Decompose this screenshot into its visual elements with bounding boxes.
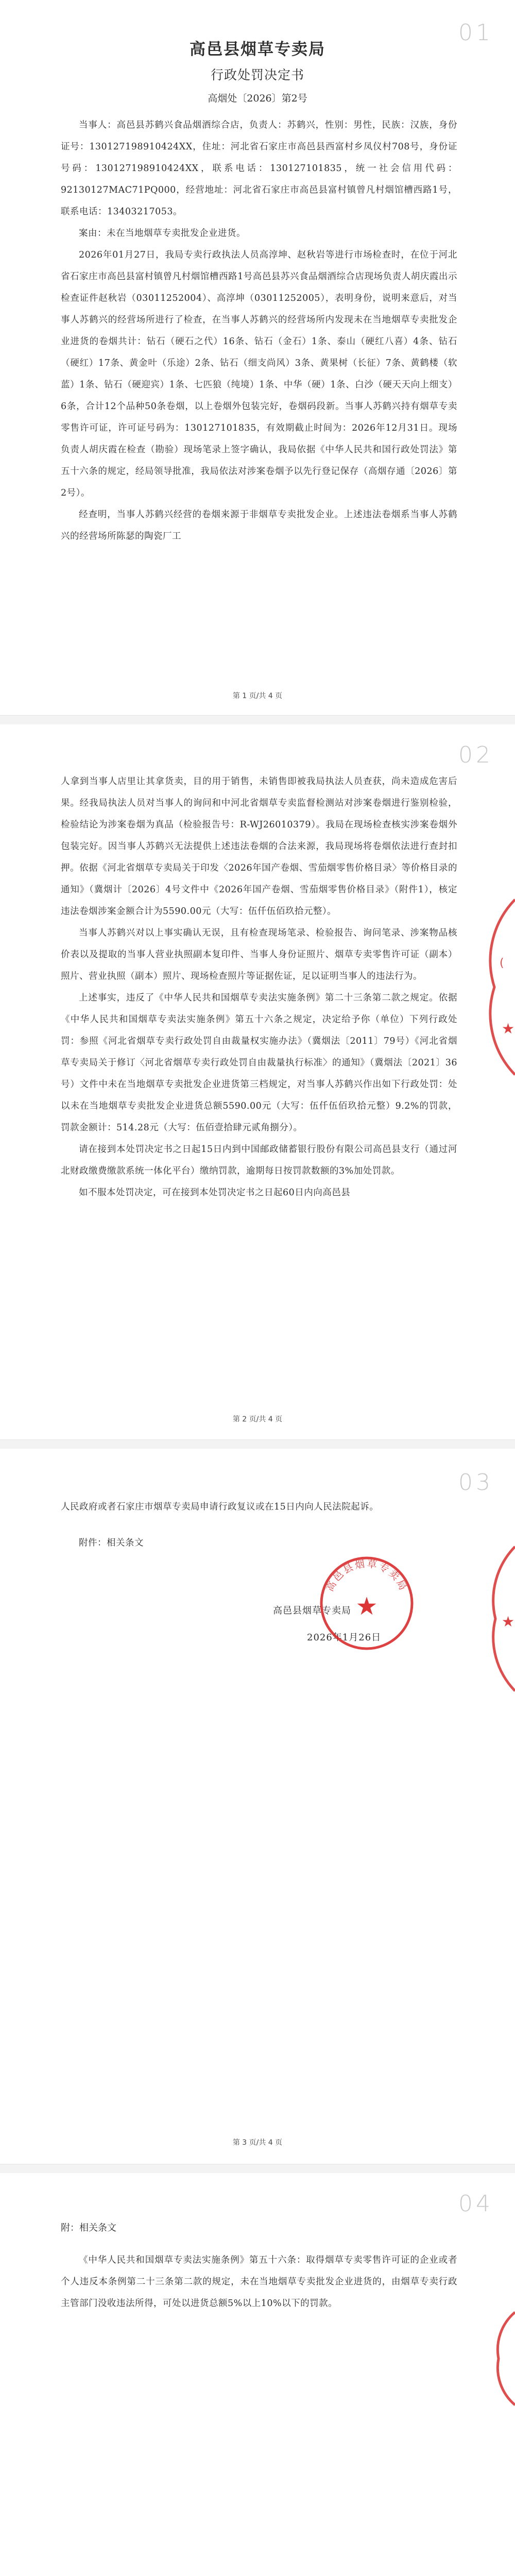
- page-footer: 第 1 页/共 4 页: [232, 692, 283, 700]
- official-seal-fragment: [484, 2307, 515, 2410]
- svg-text:高邑县烟草专卖局: [324, 1558, 409, 1593]
- attachment-heading: 附：相关条文: [61, 2223, 116, 2233]
- page-separator: [0, 715, 515, 725]
- continuation-paragraph: 人拿到当事人店里让其拿货卖，目的用于销售，未销售即被我局执法人员查获，尚未造成危害后果。经我局执法人员对当事人的询问和中河北省烟草专卖监督检测站对涉案卷烟进行鉴别检验，检验结论为涉案卷烟为真品（检验报告号：R-WJ26010379）。我局在现场检查核实涉案卷烟外包装完好。因当事人苏鹤兴无法提供上述违法卷烟的合法来源，我局现场将卷烟依法进行查封扣押。依据《河北省烟草专卖局关于印发〈2026年国产卷烟、雪茄烟零售价格目录〉等价格目录的通知》（冀烟计〔2026〕4号文件中《2026年国产卷烟、雪茄烟零售价格目录》（附件1），核定违法卷烟涉案金额合计为5590.00元（大写：伍仟伍佰玖拾元整）。: [61, 776, 457, 917]
- attachment-note: 附件：相关条文: [79, 1538, 144, 1548]
- page-footer: 第 2 页/共 4 页: [232, 1415, 283, 1423]
- svg-text:★: ★: [502, 1020, 515, 1037]
- facts-paragraph: 2026年01月27日，我局专卖行政执法人员高淳坤、赵秋岩等进行市场检查时，在位于河北省石家庄市高邑县富村镇曾凡村烟馆槽西路1号高邑县苏兴食品烟酒综合店现场负责人胡庆霞出示检查证件赵秋岩（03011252004）、高淳坤（03011252005），表明身份，说明来意后，对当事人苏鹤兴的经营场所进行了检查，在当事人苏鹤兴的经营场所内发现未在当地烟草专卖批发企业进货的卷烟共计：钻石（硬石之代）16条、钻石（金石）1条、泰山（硬红八喜）4条、钻石（硬红）17条、黄金叶（乐途）2条、钻石（细支尚风）3条、黄果树（长征）7条、黄鹤楼（软蓝）1条、钻石（硬迎宾）1条、七匹狼（纯境）1条、中华（硬）1条、白沙（硬天天向上细支）6条，合计12个品种50条卷烟，以上卷烟外包装完好，卷烟码段新。当事人苏鹤兴持有烟草专卖零售许可证，许可证号码为：130127101835，有效期截止时间为：2026年12月31日。现场负责人胡庆霞在检查（勘验）现场笔录上签字确认，我局依据《中华人民共和国行政处罚法》第五十六条的规定，经局领导批准，我局依法对涉案卷烟予以先行登记保存（高烟存通〔2026〕第2号）。: [61, 250, 457, 498]
- document-page-4: [0, 2173, 515, 2576]
- seal-text: 高邑县烟草专卖局: [324, 1558, 409, 1594]
- decision-body: [61, 771, 457, 1204]
- decision-body: [61, 114, 457, 547]
- page-corner-number: 04: [458, 2191, 493, 2217]
- party-info-paragraph: 当事人：高邑县苏鹤兴食品烟酒综合店，负责人：苏鹤兴，性别：男性，民族：汉族，身份证号：130127198910424XX，住址：河北省石家庄市高邑县西富村乡凤仪村708号，身份证号码：130127198910424XX，联系电话：130127101835，统一社会信用代码：92130127MAC71PQ000，经营地址：河北省石家庄市高邑县富村镇曾凡村烟馆槽西路1号，联系电话：13403217053。: [61, 120, 457, 217]
- page-corner-number: 03: [458, 1469, 493, 1496]
- issuing-org-signature: 高邑县烟草专卖局: [273, 1605, 351, 1616]
- page-corner-number: 01: [458, 20, 493, 46]
- findings-paragraph: 经查明，当事人苏鹤兴经营的卷烟来源于非烟草专卖批发企业。上述违法卷烟系当事人苏鹤兴的经营场所陈瑟的陶瓷厂工: [61, 510, 457, 541]
- document-page-1: [0, 0, 515, 715]
- official-seal-fragment: [484, 879, 515, 1095]
- statute-paragraph: 《中华人民共和国烟草专卖法实施条例》第五十六条：取得烟草专卖零售许可证的企业或者个人违反本条例第二十三条第二款的规定，未在当地烟草专卖批发企业进货的，由烟草专卖行政主管部门没收违法所得，可处以进货总额5%以上10%以下的罚款。: [61, 2255, 457, 2309]
- official-seal: [315, 1552, 418, 1655]
- evidence-paragraph: 当事人苏鹤兴对以上事实确认无误，且有检查现场笔录、检验报告、询问笔录、涉案物品核价表以及提取的当事人营业执照副本复印件、当事人身份证照片、烟草专卖零售许可证（副本）照片、营业执照（副本）照片、现场检查照片等证据佐证，足以证明当事人的违法行为。: [61, 928, 457, 981]
- svg-text:★: ★: [502, 1613, 515, 1630]
- decision-body: [61, 1496, 457, 1554]
- svg-text:★: ★: [355, 1592, 378, 1621]
- penalty-paragraph: 上述事实，违反了《中华人民共和国烟草专卖法实施条例》第二十三条第二款之规定。依据《中华人民共和国烟草专卖法实施条例》第五十六条之规定，决定给予你（单位）下列行政处罚：参照《河北省烟草专卖行政处罚自由裁量权实施办法》（冀烟法〔2011〕79号）《河北省烟草专卖局关于修订〈河北省烟草专卖行政处罚自由裁量执行标准〉的通知》（冀烟法〔2021〕36号）文件中未在当地烟草专卖批发企业进货第三档规定，对当事人苏鹤兴作出如下行政处罚：处以未在当地烟草专卖批发企业进货总额5590.00元（大写：伍仟伍佰玖拾元整）9.2%的罚款，罚款金额计：514.28元（大写：伍佰壹拾肆元贰角捌分）。: [61, 993, 457, 1133]
- document-number: 高烟处〔2026〕第2号: [208, 93, 307, 104]
- appeal-continuation: 人民政府或者石家庄市烟草专卖局申请行政复议或在15日内向人民法院起诉。: [61, 1502, 379, 1512]
- case-cause-paragraph: 案由：未在当地烟草专卖批发企业进货。: [79, 228, 246, 239]
- document-type-title: 行政处罚决定书: [210, 67, 304, 82]
- appeal-paragraph: 如不服本处罚决定，可在接到本处罚决定书之日起60日内向高邑县: [79, 1188, 351, 1198]
- issuing-authority-title: 高邑县烟草专卖局: [190, 40, 325, 59]
- document-page-3: [0, 1449, 515, 2164]
- svg-text:(: (: [500, 957, 504, 970]
- page-corner-number: 02: [458, 742, 493, 768]
- page-separator: [0, 1439, 515, 1450]
- page-separator: [0, 2164, 515, 2174]
- payment-paragraph: 请在接到本处罚决定书之日起15日内到中国邮政储蓄银行股份有限公司高邑县支行（通过河北财政缴费缴款系统一体化平台）缴纳罚款，逾期每日按罚款数额的3%加处罚款。: [61, 1144, 457, 1176]
- document-page-2: [0, 724, 515, 1439]
- official-seal-fragment: [484, 1536, 515, 1701]
- page-footer: 第 3 页/共 4 页: [232, 2139, 283, 2147]
- statute-body: [61, 2249, 457, 2314]
- issue-date: 2026年1月26日: [307, 1632, 382, 1643]
